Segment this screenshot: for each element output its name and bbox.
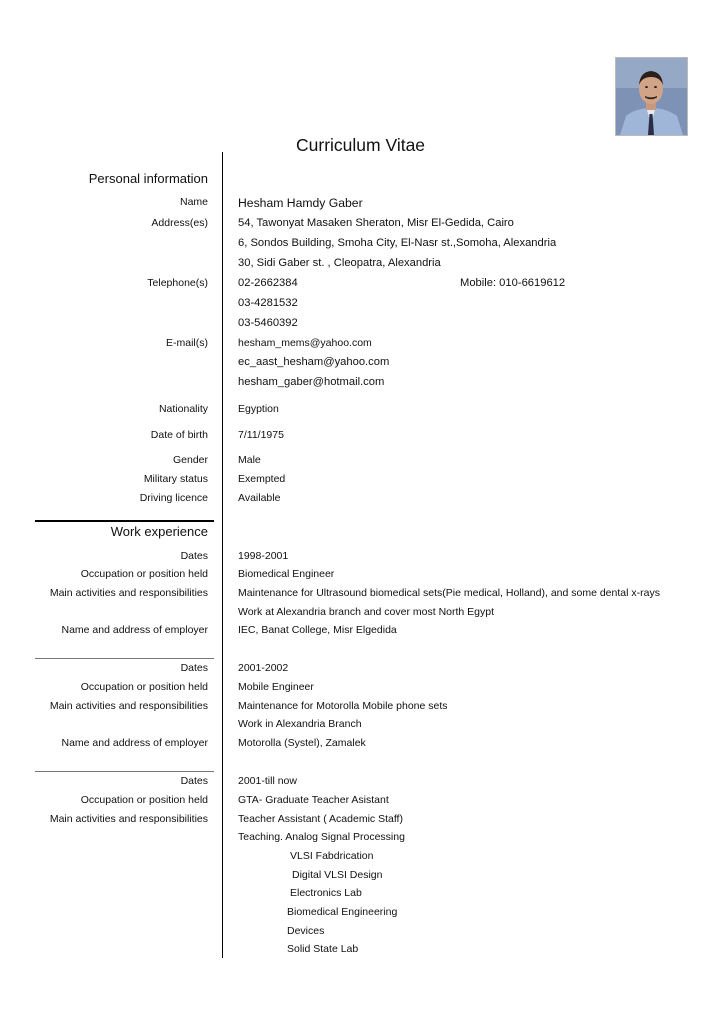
- telephone-value: 03-4281532: [238, 297, 298, 309]
- dates-label: Dates: [180, 550, 208, 562]
- job-activity: Work in Alexandria Branch: [238, 718, 362, 730]
- job-activity: Solid State Lab: [287, 943, 359, 955]
- section-divider: [35, 520, 214, 522]
- personal-section-title: Personal information: [88, 171, 208, 186]
- name-label: Name: [179, 196, 208, 208]
- activities-label: Main activities and responsibilities: [49, 700, 208, 712]
- work-section-title: Work experience: [110, 524, 208, 539]
- gender-value: Male: [238, 454, 261, 466]
- job-dates: 2001-2002: [238, 662, 289, 674]
- job-activity: Maintenance for Ultrasound biomedical sets(Pie medical, Holland), and some dental x-rays: [238, 587, 660, 599]
- job-employer: IEC, Banat College, Misr Elgedida: [238, 624, 397, 636]
- address-line: 6, Sondos Building, Smoha City, El-Nasr st.,Somoha, Alexandria: [238, 237, 557, 249]
- occupation-label: Occupation or position held: [80, 794, 208, 806]
- dob-value: 7/11/1975: [238, 429, 284, 441]
- address-label: Address(es): [151, 217, 208, 229]
- dates-label: Dates: [180, 775, 208, 787]
- job-occupation: Biomedical Engineer: [238, 568, 335, 580]
- employer-label: Name and address of employer: [61, 737, 208, 749]
- activities-label: Main activities and responsibilities: [49, 587, 208, 599]
- job-activity: Devices: [287, 925, 325, 937]
- military-label: Military status: [143, 473, 208, 485]
- nationality-label: Nationality: [158, 403, 208, 415]
- job-activity: Maintenance for Motorolla Mobile phone sets: [238, 700, 448, 712]
- driving-label: Driving licence: [139, 492, 208, 504]
- email-link[interactable]: ec_aast_hesham@yahoo.com: [238, 356, 390, 368]
- profile-photo-image: [616, 58, 687, 135]
- dob-label: Date of birth: [150, 429, 208, 441]
- email-link[interactable]: hesham_gaber@hotmail.com: [238, 376, 385, 388]
- address-line: 30, Sidi Gaber st. , Cleopatra, Alexandria: [238, 257, 441, 269]
- job-employer: Motorolla (Systel), Zamalek: [238, 737, 366, 749]
- employer-label: Name and address of employer: [61, 624, 208, 636]
- job-activity: Work at Alexandria branch and cover most North Egypt: [238, 606, 495, 618]
- occupation-label: Occupation or position held: [80, 568, 208, 580]
- occupation-label: Occupation or position held: [80, 681, 208, 693]
- job-activity: Biomedical Engineering: [287, 906, 398, 918]
- email-link[interactable]: hesham_mems@yahoo.com: [238, 337, 372, 349]
- job-activity: Teacher Assistant ( Academic Staff): [238, 813, 403, 825]
- job-activity: Electronics Lab: [290, 887, 362, 899]
- dates-label: Dates: [180, 662, 208, 674]
- address-line: 54, Tawonyat Masaken Sheraton, Misr El-Gedida, Cairo: [238, 217, 514, 229]
- gender-label: Gender: [172, 454, 208, 466]
- email-label: E-mail(s): [166, 337, 208, 349]
- job-dates: 2001-till now: [238, 775, 297, 787]
- telephone-label: Telephone(s): [147, 277, 208, 289]
- activities-label: Main activities and responsibilities: [49, 813, 208, 825]
- driving-value: Available: [238, 492, 281, 504]
- job-activity: Digital VLSI Design: [292, 869, 383, 881]
- page-title: Curriculum Vitae: [296, 135, 426, 155]
- nationality-value: Egyption: [238, 403, 279, 415]
- mobile-value: Mobile: 010-6619612: [460, 277, 566, 289]
- job-dates: 1998-2001: [238, 550, 289, 562]
- job-activity: Teaching. Analog Signal Processing: [238, 831, 405, 843]
- profile-photo: [615, 57, 688, 136]
- job-divider: [35, 771, 214, 772]
- job-activity: VLSI Fabdrication: [290, 850, 374, 862]
- job-occupation: GTA- Graduate Teacher Asistant: [238, 794, 389, 806]
- column-divider: [222, 152, 223, 958]
- job-divider: [35, 658, 214, 659]
- name-value: Hesham Hamdy Gaber: [238, 196, 363, 210]
- military-value: Exempted: [238, 473, 286, 485]
- telephone-value: 02-2662384: [238, 277, 298, 289]
- job-occupation: Mobile Engineer: [238, 681, 314, 693]
- telephone-value: 03-5460392: [238, 317, 298, 329]
